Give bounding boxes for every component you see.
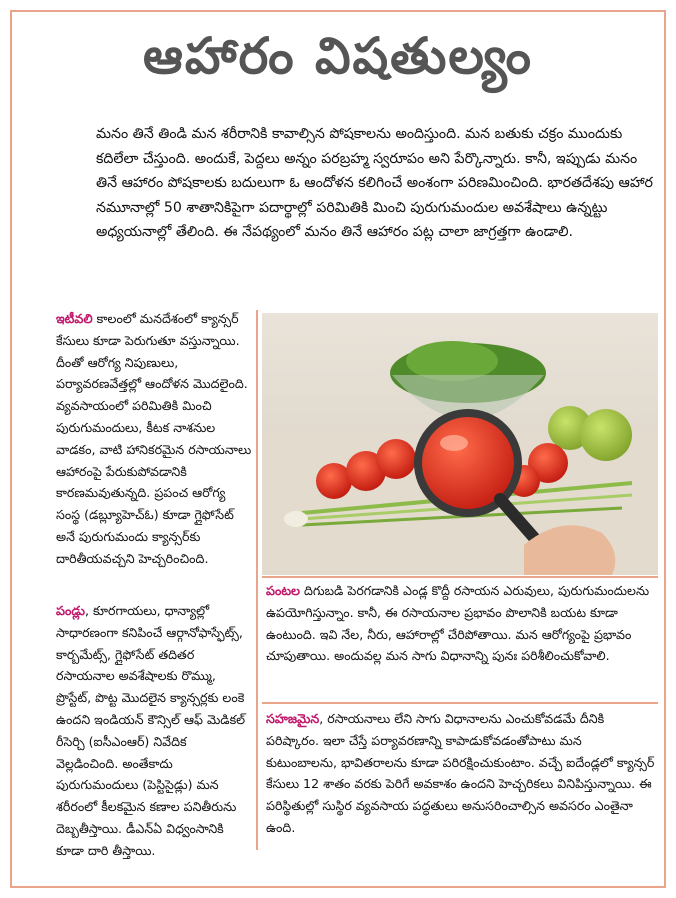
section-divider	[262, 702, 658, 704]
photo-divider	[262, 576, 658, 578]
left-paragraph-1	[56, 308, 252, 590]
paragraph-text: , కూరగాయలు, ధాన్యాల్లో సాధారణంగా కనిపించే ఆర్గానోఫాస్ఫేట్స్, కార్బమేట్స్, గ్లైఫోసేట్ తదితర రసాయనాల అవశేషాలకు రొమ్ము, ప్రొస్టేట్, పొట్ట మొదలైన క్యాన్సర్లకు లంకె ఉందని ఇండియన్ కౌన్సిల్ ఆఫ్ మెడికల్ రీసెర్చి (ఐసీఎంఆర్) నివేదిక వెల్లడించింది. అంతేకాదు పురుగుమందులు (పెస్టిసైడ్లు) మన శరీరంలో కీలకమైన కణాల పనితీరును దెబ్బతీస్తాయి. డీఎన్ఏ విధ్వంసానికి కూడా దారి తీస్తాయి.	[56, 603, 246, 858]
lead-word: ఇటీవలి	[56, 311, 93, 326]
intro-paragraph: మనం తినే తిండి మన శరీరానికి కావాల్సిన పోషకాలను అందిస్తుంది. మన బతుకు చక్రం ముందుకు కదిలేలా చేస్తుంది. అందుకే, పెద్దలు అన్నం పరబ్రహ్మ స్వరూపం అని పేర్కొన్నారు. కానీ, ఇప్పుడు మనం తినే ఆహారం పోషకాలకు బదులుగా ఓ ఆందోళన కలిగించే అంశంగా పరిణమించింది. భారతదేశపు ఆహార నమూనాల్లో 50 శాతానికిపైగా పదార్థాల్లో పరిమితికి మించి పురుగుమందుల అవశేషాలు ఉన్నట్టు అధ్యయనాల్లో తేలింది. ఈ నేపథ్యంలో మనం తినే ఆహారం పట్ల చాలా జాగ్రత్తగా ఉండాలి.	[96, 126, 653, 241]
paragraph-text: కాలంలో మనదేశంలో క్యాన్సర్ కేసులు కూడా పెరుగుతూ వస్తున్నాయి. దీంతో ఆరోగ్య నిపుణులు, పర్యావరణవేత్తల్లో ఆందోళన మొదలైంది. వ్యవసాయంలో పరిమితికి మించి పురుగుమందులు, కీటక నాశనుల వాడకం, వాటి హానికరమైన రసాయనాలు ఆహారంపై పేరుకుపోవడానికి కారణమవుతున్నది. ప్రపంచ ఆరోగ్య సంస్థ (డబ్ల్యూహెచ్ఓ) కూడా గ్లైఫోసేట్ అనే పురుగుమందు క్యాన్సర్‌కు దారితీయవచ్చని హెచ్చరించింది.	[56, 311, 252, 566]
column-divider	[256, 310, 258, 850]
lead-word: పండ్లు	[56, 603, 86, 618]
paragraph-text: దిగుబడి పెరగడానికి ఎండ్ల కొద్దీ రసాయన ఎరువులు, పురుగుమందులను ఉపయోగిస్తున్నాం. కానీ, ఈ రసాయనాల ప్రభావం పొలానికి బయట కూడా ఉంటుంది. ఇవి నేల, నీరు, ఆహారాల్లో చేరిపోతాయి. మన ఆరోగ్యంపై ప్రభావం చూపుతాయి. అందువల్ల మన సాగు విధానాన్ని పునః పరిశీలించుకోవాలి.	[266, 583, 650, 664]
right-paragraph-1	[266, 580, 656, 700]
lead-word: సహజమైన	[266, 711, 320, 726]
left-paragraph-2	[56, 600, 252, 884]
article-title: ఆహారం విషతుల్యం	[143, 27, 533, 85]
vegetables-magnifier-photo	[262, 313, 658, 575]
lead-word: పంటల	[266, 583, 300, 598]
right-paragraph-2	[266, 708, 656, 884]
paragraph-text: , రసాయనాలు లేని సాగు విధానాలను ఎంచుకోవడమే దీనికి పరిష్కారం. ఇలా చేస్తే పర్యావరణాన్ని కాపాడుకోవడంతోపాటు మన కుటుంబాలను, భావితరాలను కూడా పరిరక్షించుకుంటాం. వచ్చే ఐదేండ్లలో క్యాన్సర్ కేసులు 12 శాతం వరకు పెరిగే అవకాశం ఉందని హెచ్చరికలు వినిపిస్తున్నాయి. ఈ పరిస్థితుల్లో సుస్థిర వ్యవసాయ పద్ధతులు అనుసరించాల్సిన అవసరం ఎంతైనా ఉంది.	[266, 711, 655, 835]
